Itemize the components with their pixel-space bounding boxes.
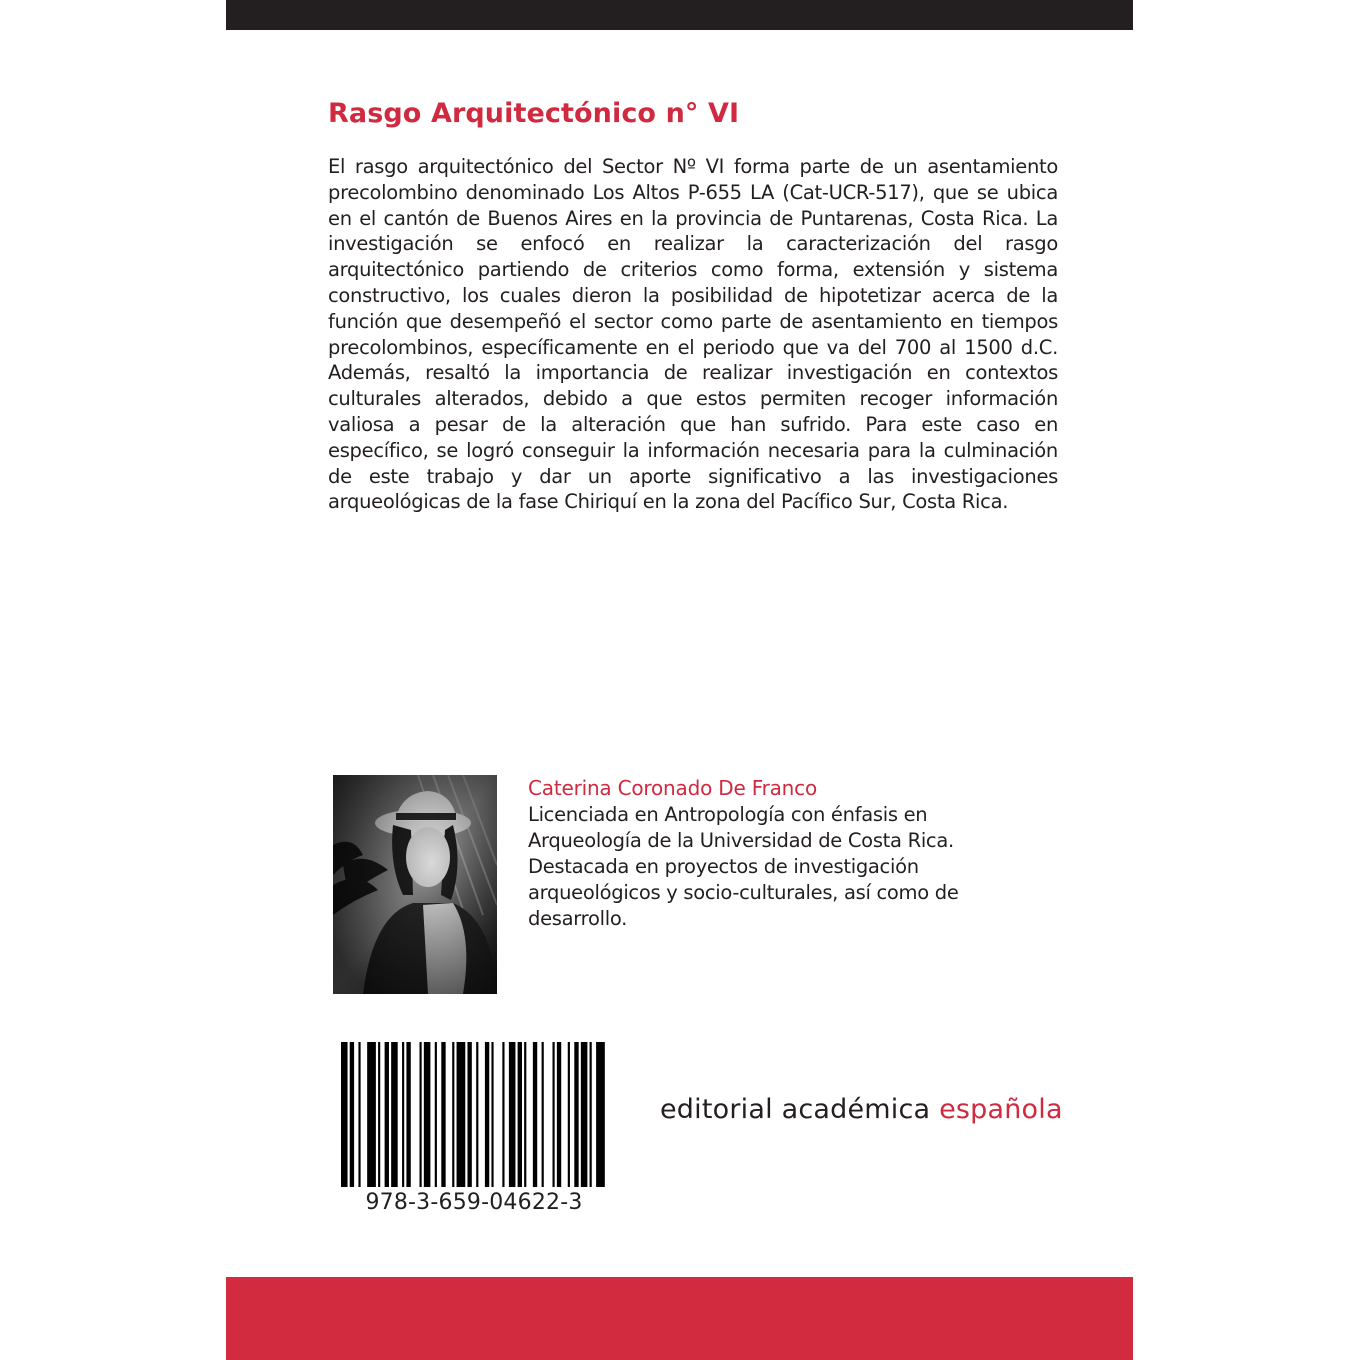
barcode-bar (441, 1042, 445, 1187)
author-photo (333, 775, 497, 994)
barcode-bar (476, 1042, 478, 1187)
book-title: Rasgo Arquitectónico n° VI (328, 98, 740, 129)
barcode-bar (378, 1042, 380, 1187)
barcode-bar (385, 1042, 389, 1187)
barcode-bar (402, 1042, 404, 1187)
barcode-bar (557, 1042, 561, 1187)
barcode-bar (552, 1042, 554, 1187)
barcode-bar (457, 1042, 466, 1187)
barcode-bar (533, 1042, 537, 1187)
barcode-bar (391, 1042, 398, 1187)
barcode-bar (435, 1042, 437, 1187)
barcode-bar (596, 1042, 605, 1187)
barcode-bar (424, 1042, 431, 1187)
barcode-bar (524, 1042, 526, 1187)
publisher-name-part1: editorial académica (660, 1094, 931, 1125)
book-blurb: El rasgo arquitectónico del Sector Nº VI forma parte de un asentamiento precolombino denominado Los Altos P-655 LA (Cat-UCR-517), que se ubica en el cantón de Buenos Aires en la provincia de Puntarenas, Costa Rica. La investigación se enfocó en realizar la caracterización del rasgo arquitectónico partiendo de criterios como forma, extensión y sistema constructivo, los cuales dieron la posibilidad de hipotetizar acerca de la función que desempeñó el sector como parte de asentamiento en tiempos precolombinos, específicamente en el periodo que va del 700 al 1500 d.C. Además, resaltó la importancia de realizar investigación en contextos culturales alterados, debido a que estos permiten recoger información valiosa a pesar de la alteración que han sufrido. Para este caso en específico, se logró conseguir la información necesaria para la culminación de este trabajo y dar un aporte significativo a las investigaciones arqueológicas de la fase Chiriquí en la zona del Pacífico Sur, Costa Rica. (328, 155, 1058, 514)
barcode-bar (419, 1042, 421, 1187)
barcode-bar (502, 1042, 504, 1187)
barcode-bar (568, 1042, 570, 1187)
barcode-bar (467, 1042, 471, 1187)
barcode-bar (574, 1042, 578, 1187)
barcode-bar (367, 1042, 376, 1187)
barcode-bar (485, 1042, 489, 1187)
author-bio: Licenciada en Antropología con énfasis en Arqueología de la Universidad de Costa Rica. Destacada en proyectos de investigación arqueológicos y socio-culturales, así como de desarrollo. (528, 803, 959, 930)
publisher-name-part2: española (939, 1094, 1063, 1125)
author-name: Caterina Coronado De Franco (528, 776, 817, 800)
bottom-band (226, 1277, 1133, 1360)
top-band (226, 0, 1133, 30)
barcode-bar (518, 1042, 522, 1187)
barcode-bar (542, 1042, 544, 1187)
barcode-bar (350, 1042, 354, 1187)
isbn-barcode (341, 1042, 607, 1187)
barcode-bar (452, 1042, 454, 1187)
book-back-cover (226, 0, 1133, 1360)
barcode-bar (509, 1042, 516, 1187)
barcode-bar (581, 1042, 588, 1187)
isbn-number: 978-3-659-04622-3 (365, 1190, 583, 1215)
barcode-bar (358, 1042, 360, 1187)
publisher-logo (660, 1094, 1063, 1125)
barcode-bar (341, 1042, 348, 1187)
author-portrait-image (333, 775, 497, 994)
barcode-bar (590, 1042, 592, 1187)
barcode-bar (491, 1042, 493, 1187)
barcode-bar (406, 1042, 410, 1187)
